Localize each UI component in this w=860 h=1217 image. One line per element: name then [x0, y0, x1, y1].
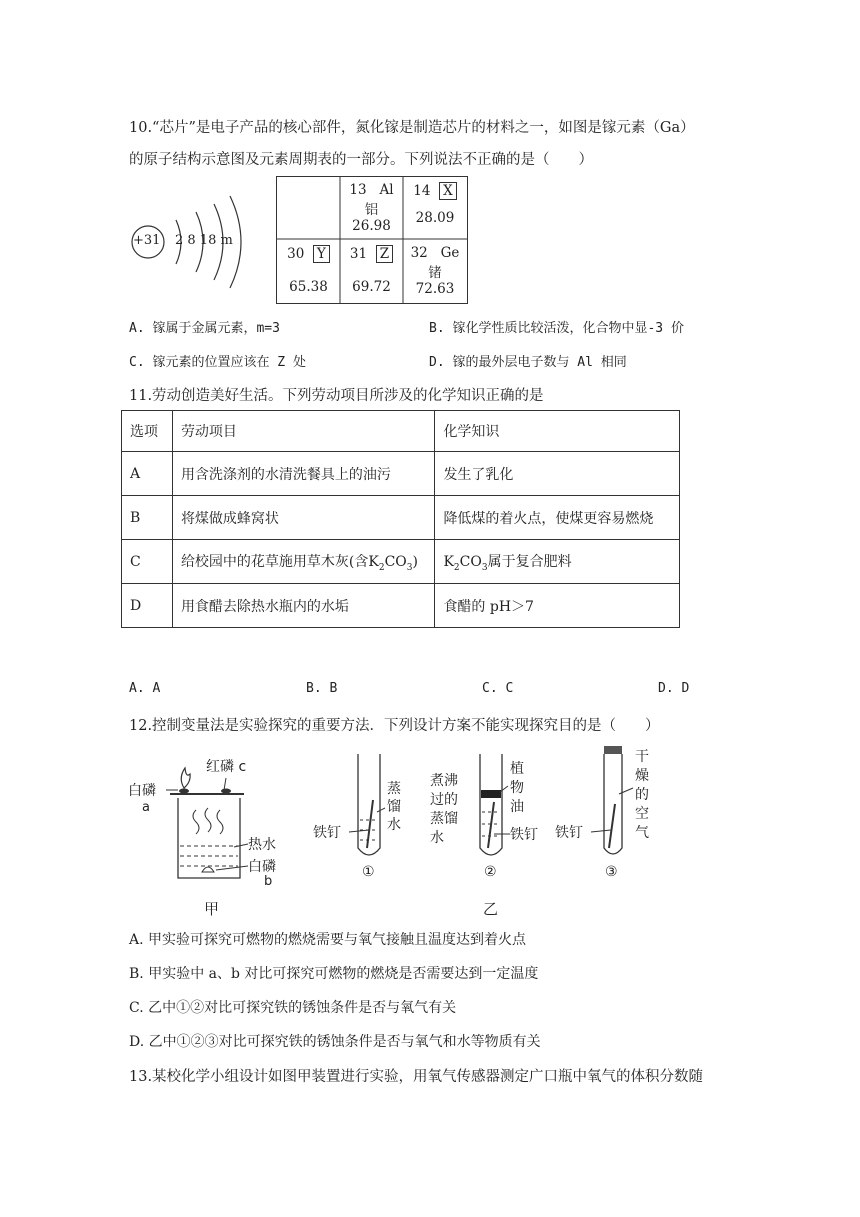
cell-al: 13 Al 铝 26.98 — [349, 182, 394, 234]
q11-stem: 11.劳动创造美好生活。下列劳动项目所涉及的化学知识正确的是 — [129, 388, 544, 404]
q11-choice-b[interactable]: B. B — [306, 681, 338, 696]
figure-label-jia: 甲 — [204, 900, 220, 918]
q11-table — [121, 410, 680, 628]
cell-z: 31 Z 69.72 — [340, 245, 403, 295]
q10-line2: 的原子结构示意图及元素周期表的一部分。下列说法不正确的是（ ） — [129, 152, 593, 168]
table-row: B 将煤做成蜂窝状 降低煤的着火点，使煤更容易燃烧 — [122, 496, 680, 540]
figure-jia: 白磷 a 红磷 c 热水 白磷 b 甲 — [128, 759, 276, 918]
table-header-row — [122, 411, 680, 452]
cell-ge: 32 Ge 锗 72.63 — [410, 245, 460, 297]
periodic-table-fragment — [276, 176, 468, 304]
q12-stem: 12.控制变量法是实验探究的重要方法．下列设计方案不能实现探究目的是（ ） — [129, 718, 660, 734]
tube-number-3: ③ — [605, 864, 618, 880]
header-knowledge: 化学知识 — [435, 411, 680, 452]
q12-option-b[interactable]: B. 甲实验中 a、b 对比可探究可燃物的燃烧是否需要达到一定温度 — [129, 966, 539, 982]
q11-choice-c[interactable]: C. C — [482, 681, 514, 696]
cell-y: 30 Y 65.38 — [277, 245, 340, 295]
header-option: 选项 — [122, 411, 173, 452]
electron-shells: 2 8 18 m — [175, 233, 233, 248]
q12-option-c[interactable]: C. 乙中①②对比可探究铁的锈蚀条件是否与氧气有关 — [129, 1000, 457, 1016]
q11-choice-a[interactable]: A. A — [129, 681, 161, 696]
q12-option-d[interactable]: D. 乙中①②③对比可探究铁的锈蚀条件是否与氧气和水等物质有关 — [129, 1034, 541, 1050]
test-tube-2: 煮沸 过的 蒸馏 水 植 物 油 铁钉 ② 乙 — [430, 752, 560, 922]
test-tube-1: 铁钉 蒸 馏 水 ① — [313, 752, 423, 892]
cell-x: 14 X 28.09 — [403, 182, 467, 226]
q10-option-b[interactable]: B. 镓化学性质比较活泼，化合物中显-3 价 — [429, 321, 684, 336]
q10-line1: 10.“芯片”是电子产品的核心部件，氮化镓是制造芯片的材料之一，如图是镓元素（Ga） — [129, 120, 695, 136]
test-tube-3: 铁钉 干 燥 的 空 气 ③ — [555, 744, 665, 894]
header-item: 劳动项目 — [172, 411, 435, 452]
tube-number-1: ① — [362, 864, 375, 880]
nucleus-charge: +31 — [133, 233, 161, 248]
q12-option-a[interactable]: A. 甲实验可探究可燃物的燃烧需要与氧气接触且温度达到着火点 — [129, 932, 527, 948]
tube-number-2: ② — [484, 864, 497, 880]
q10-option-d[interactable]: D. 镓的最外层电子数与 Al 相同 — [429, 355, 627, 370]
table-row: A 用含洗涤剂的水清洗餐具上的油污 发生了乳化 — [122, 452, 680, 496]
q13-stem: 13.某校化学小组设计如图甲装置进行实验，用氧气传感器测定广口瓶中氧气的体积分数随 — [129, 1069, 704, 1085]
figure-label-yi: 乙 — [483, 900, 499, 918]
atom-structure-diagram — [128, 190, 268, 300]
q10-option-c[interactable]: C. 镓元素的位置应该在 Z 处 — [129, 355, 306, 370]
q11-choice-d[interactable]: D. D — [658, 681, 690, 696]
table-row: D 用食醋去除热水瓶内的水垢 食醋的 pH＞7 — [122, 584, 680, 628]
q10-option-a[interactable]: A. 镓属于金属元素，m=3 — [129, 321, 280, 336]
table-row: C 给校园中的花草施用草木灰(含$K_2CO_3$) $K_2CO_3$属于复合肥料 — [122, 540, 680, 584]
